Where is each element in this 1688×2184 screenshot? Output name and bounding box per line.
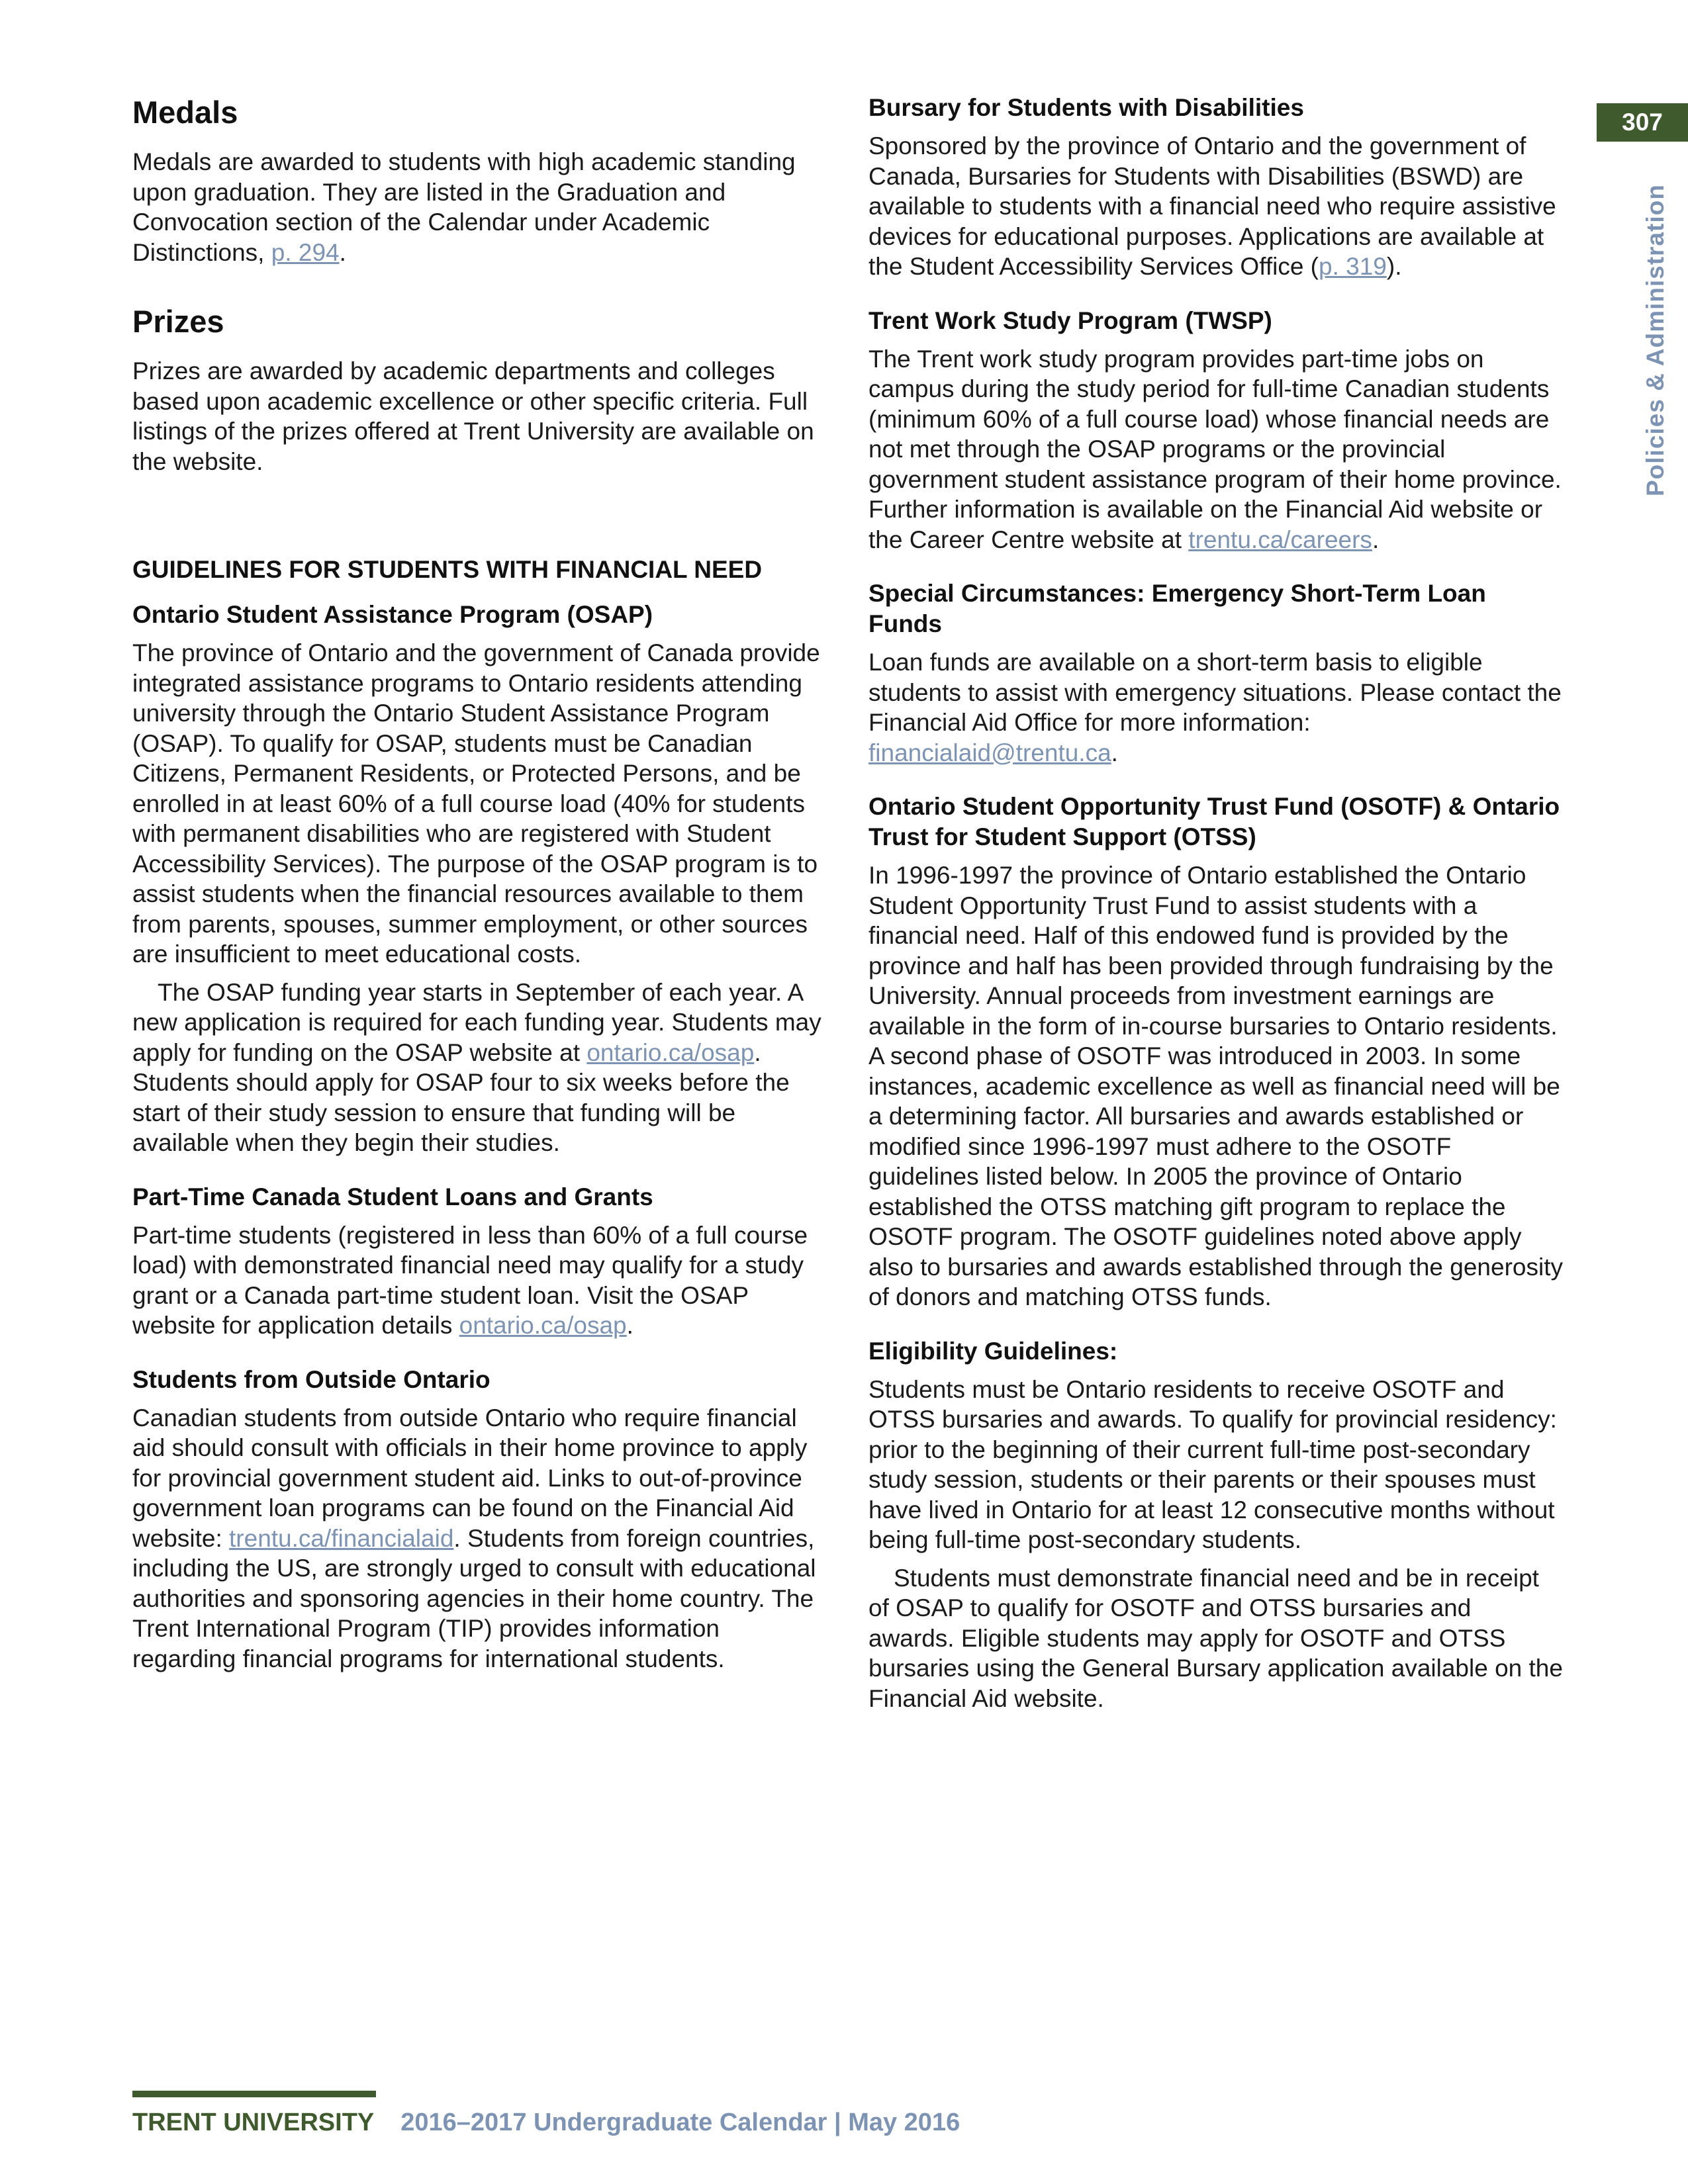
medals-text-end: . — [339, 238, 346, 266]
special-circumstances-section — [868, 578, 1564, 768]
osotf-section — [868, 792, 1564, 1312]
osap-website-link[interactable]: ontario.ca/osap — [586, 1038, 755, 1066]
careers-link[interactable]: trentu.ca/careers — [1188, 525, 1372, 553]
footer-university: TRENT UNIVERSITY — [132, 2109, 375, 2136]
guidelines-heading: GUIDELINES FOR STUDENTS WITH FINANCIAL NEED — [132, 556, 763, 583]
outside-text-part: Canadian students from outside Ontario who require financial aid should consult with officials in their home province to apply for provincial government student aid. Links to out-of-province government loan programs can be found on the Financial Aid website: — [132, 1404, 808, 1552]
medals-heading: Medals — [132, 95, 238, 130]
right-column — [868, 93, 1564, 1713]
bswd-text-part: Sponsored by the province of Ontario and the government of Canada, Bursaries for Students with Disabilities (BSWD) are available to students with a financial need who require assistive devices for educational purposes. Applications are available at the Student Accessibility Services Office ( — [868, 132, 1556, 280]
financialaid-link[interactable]: trentu.ca/financialaid — [229, 1524, 454, 1552]
prizes-section — [132, 302, 827, 477]
parttime-text-end: . — [626, 1312, 633, 1339]
twsp-text — [868, 344, 1564, 555]
medals-section — [132, 93, 827, 267]
section-side-tab-label: Policies & Administration — [1642, 184, 1669, 496]
osap-paragraph-1: The province of Ontario and the government of Canada provide integrated assistance programs to Ontario residents attending university through the Ontario Student Assistance Program (OSAP). To qualify for OSAP, students must be Canadian Citizens, Permanent Residents, or Protected Persons, and be enrolled in at least 60% of a full course load (40% for students with permanent disabilities who are registered with Student Accessibility Services). The purpose of the OSAP program is to assist students when the financial resources available to them from parents, spouses, summer employment, or other sources are insufficient to meet educational costs. — [132, 639, 820, 968]
page-footer — [132, 2109, 960, 2137]
parttime-osap-link[interactable]: ontario.ca/osap — [459, 1312, 627, 1339]
bswd-section — [868, 93, 1564, 282]
twsp-text-end: . — [1372, 525, 1380, 553]
left-column — [132, 93, 827, 1674]
osap-text-end: . Students should apply for OSAP four to six weeks before the start of their study session to ensure that funding will be available when they begin their studies. — [132, 1038, 790, 1156]
special-circumstances-text — [868, 647, 1564, 768]
bswd-text-end: ). — [1386, 253, 1402, 280]
osap-heading: Ontario Student Assistance Program (OSAP) — [132, 601, 653, 628]
prizes-text: Prizes are awarded by academic departments and colleges based upon academic excellence or other specific criteria. Full listings of the prizes offered at Trent University are available on the website. — [132, 357, 814, 475]
page-number-badge: 307 — [1597, 103, 1688, 142]
osap-paragraph-2 — [132, 978, 827, 1158]
parttime-text — [132, 1220, 827, 1341]
bswd-heading: Bursary for Students with Disabilities — [868, 94, 1304, 121]
section-side-tab — [1615, 172, 1668, 496]
parttime-heading: Part-Time Canada Student Loans and Grants — [132, 1183, 653, 1210]
special-text-part: Loan funds are available on a short-term basis to eligible students to assist with emergency situations. Please contact the Financial Aid Office for more information: — [868, 649, 1562, 736]
outside-ontario-heading: Students from Outside Ontario — [132, 1365, 491, 1393]
medals-text-part: Medals are awarded to students with high academic standing upon graduation. They are listed in the Graduation and Convocation section of the Calendar under Academic Distinctions, — [132, 148, 796, 266]
twsp-heading: Trent Work Study Program (TWSP) — [868, 306, 1272, 334]
footer-rule — [132, 2091, 376, 2097]
financialaid-email-link[interactable]: financialaid@trentu.ca — [868, 739, 1111, 766]
twsp-text-part: The Trent work study program provides part-time jobs on campus during the study period for full-time Canadian students (minimum 60% of a full course load) whose financial needs are not met through the OSAP programs or the provincial government student assistance program of their home province. Further information is available on the Financial Aid website or the Career Centre website at — [868, 345, 1562, 553]
bswd-text — [868, 131, 1564, 282]
footer-calendar: 2016–2017 Undergraduate Calendar | May 2016 — [400, 2109, 961, 2136]
eligibility-section — [868, 1336, 1564, 1714]
twsp-section — [868, 306, 1564, 555]
outside-ontario-text — [132, 1403, 827, 1674]
medals-text — [132, 147, 827, 267]
eligibility-paragraph-2: Students must demonstrate financial need and be in receipt of OSAP to qualify for OSOTF and OTSS bursaries and awards. Eligible students may apply for OSOTF and OTSS bursaries using the General Bursary application available on the Financial Aid website. — [868, 1564, 1563, 1712]
osap-text-part: The OSAP funding year starts in September of each year. A new application is required for each funding year. Students may apply for funding on the OSAP website at — [132, 978, 821, 1066]
parttime-section — [132, 1182, 827, 1341]
outside-ontario-section — [132, 1365, 827, 1674]
osotf-heading: Ontario Student Opportunity Trust Fund (OSOTF) & Ontario Trust for Student Support (OTSS) — [868, 793, 1560, 850]
eligibility-paragraph-1: Students must be Ontario residents to receive OSOTF and OTSS bursaries and awards. To qualify for provincial residency: prior to the beginning of their current full-time post-secondary study session, students or their parents or their spouses must have lived in Ontario for at least 12 consecutive months without being full-time post-secondary students. — [868, 1375, 1557, 1553]
bswd-page-link[interactable]: p. 319 — [1319, 253, 1387, 280]
outside-text-end: . Students from foreign countries, including the US, are strongly urged to consult with educational authorities and sponsoring agencies in their home country. The Trent International Program (TIP) provides information regarding financial programs for international students. — [132, 1524, 816, 1672]
special-circumstances-heading: Special Circumstances: Emergency Short-Term Loan Funds — [868, 580, 1486, 637]
special-text-end: . — [1111, 739, 1118, 766]
osap-section — [132, 600, 827, 1158]
parttime-text-part: Part-time students (registered in less than 60% of a full course load) with demonstrated financial need may qualify for a study grant or a Canada part-time student loan. Visit the OSAP website for application details — [132, 1221, 808, 1339]
osotf-text: In 1996-1997 the province of Ontario established the Ontario Student Opportunity Trust Fund to assist students with a financial need. Half of this endowed fund is provided by the province and half has been provided through fundraising by the University. Annual proceeds from investment earnings are available in the form of in-course bursaries to Ontario residents. A second phase of OSOTF was introduced in 2003. In some instances, academic excellence as well as financial need will be a determining factor. All bursaries and awards established or modified since 1996-1997 must adhere to the OSOTF guidelines listed below. In 2005 the province of Ontario established the OTSS matching gift program to replace the OSOTF program. The OSOTF guidelines noted above apply also to bursaries and awards established through the generosity of donors and matching OTSS funds. — [868, 862, 1563, 1310]
eligibility-heading: Eligibility Guidelines: — [868, 1337, 1118, 1365]
prizes-heading: Prizes — [132, 304, 224, 339]
medals-page-link[interactable]: p. 294 — [271, 238, 340, 266]
